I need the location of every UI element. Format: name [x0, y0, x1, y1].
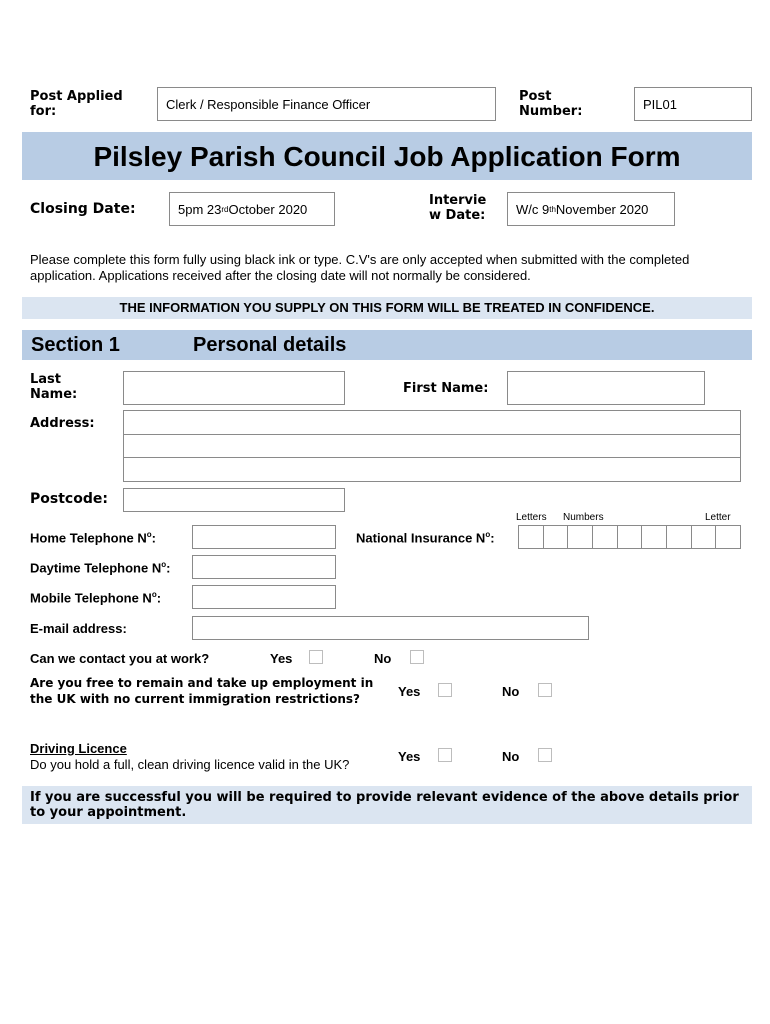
interview-date-field[interactable]	[507, 192, 675, 226]
ni-cell[interactable]	[642, 526, 667, 548]
post-applied-label: Post Applied for:	[30, 89, 123, 119]
contact-work-question: Can we contact you at work?	[30, 651, 210, 666]
national-insurance-input[interactable]	[518, 525, 741, 549]
post-number-value: PIL01	[643, 96, 677, 112]
post-number-label: Post Number:	[519, 89, 583, 119]
address-line-2[interactable]	[123, 434, 741, 458]
daytime-telephone-input[interactable]	[192, 555, 336, 579]
ni-header-letter: Letter	[705, 512, 731, 523]
address-label: Address:	[30, 416, 95, 431]
postcode-label: Postcode:	[30, 491, 108, 507]
post-applied-value: Clerk / Responsible Finance Officer	[166, 96, 371, 112]
postcode-input[interactable]	[123, 488, 345, 512]
ni-cell[interactable]	[544, 526, 569, 548]
email-label: E-mail address:	[30, 621, 127, 636]
driving-licence-heading: Driving Licence	[30, 741, 127, 756]
ni-header-letters: Letters	[516, 512, 547, 523]
home-telephone-input[interactable]	[192, 525, 336, 549]
closing-date-label: Closing Date:	[30, 201, 136, 217]
mobile-telephone-input[interactable]	[192, 585, 336, 609]
ni-cell[interactable]	[568, 526, 593, 548]
first-name-label: First Name:	[403, 381, 489, 396]
daytime-telephone-label: Daytime Telephone $N^o$:	[30, 560, 171, 576]
first-name-input[interactable]	[507, 371, 705, 405]
driving-no-label: No	[502, 749, 520, 764]
driving-no-checkbox[interactable]	[538, 748, 552, 762]
ni-cell[interactable]	[692, 526, 717, 548]
free-employment-yes-label: Yes	[398, 684, 421, 699]
contact-work-yes-checkbox[interactable]	[309, 650, 323, 664]
free-employment-question: Are you free to remain and take up employment in the UK with no current immigration restrictions?	[30, 676, 374, 706]
evidence-notice: If you are successful you will be required to provide relevant evidence of the above details prior to your appointment.	[30, 790, 739, 820]
closing-date-value: 5pm 23 rd October 2020	[178, 201, 308, 217]
section1-band	[22, 330, 752, 360]
national-insurance-label: National Insurance $N^o$:	[356, 530, 495, 546]
post-number-field[interactable]	[634, 87, 752, 121]
contact-work-no-label: No	[374, 651, 392, 666]
driving-yes-label: Yes	[398, 749, 421, 764]
closing-date-field[interactable]	[169, 192, 335, 226]
last-name-label: Last Name:	[30, 372, 78, 402]
mobile-telephone-label: Mobile Telephone $N^o$:	[30, 590, 162, 606]
driving-yes-checkbox[interactable]	[438, 748, 452, 762]
free-employment-no-label: No	[502, 684, 520, 699]
section-number: Section 1	[31, 334, 120, 356]
evidence-band	[22, 786, 752, 824]
interview-date-value: W/c 9 th November 2020	[516, 201, 649, 217]
interview-date-label: Intervie w Date:	[429, 193, 487, 223]
address-line-3[interactable]	[123, 457, 741, 482]
free-employment-yes-checkbox[interactable]	[438, 683, 452, 697]
ni-cell[interactable]	[618, 526, 643, 548]
ni-cell[interactable]	[593, 526, 618, 548]
email-input[interactable]	[192, 616, 589, 640]
instructions-text: Please complete this form fully using black ink or type. C.V's are only accepted when submitted with the completed application. Applications received after the closing date will not normally be considered.	[30, 252, 690, 283]
confidence-band	[22, 297, 752, 319]
home-telephone-label: Home Telephone $N^o$:	[30, 530, 157, 546]
free-employment-no-checkbox[interactable]	[538, 683, 552, 697]
ni-cell[interactable]	[716, 526, 740, 548]
driving-licence-question: Do you hold a full, clean driving licence valid in the UK?	[30, 757, 350, 772]
section-title: Personal details	[193, 334, 347, 356]
confidence-notice: THE INFORMATION YOU SUPPLY ON THIS FORM WILL BE TREATED IN CONFIDENCE.	[119, 300, 655, 315]
ni-cell[interactable]	[519, 526, 544, 548]
address-line-1[interactable]	[123, 410, 741, 435]
ni-header-numbers: Numbers	[563, 512, 604, 523]
contact-work-yes-label: Yes	[270, 651, 293, 666]
page-title: Pilsley Parish Council Job Application Form	[93, 141, 681, 172]
contact-work-no-checkbox[interactable]	[410, 650, 424, 664]
title-band	[22, 132, 752, 180]
ni-cell[interactable]	[667, 526, 692, 548]
last-name-input[interactable]	[123, 371, 345, 405]
post-applied-field[interactable]	[157, 87, 496, 121]
